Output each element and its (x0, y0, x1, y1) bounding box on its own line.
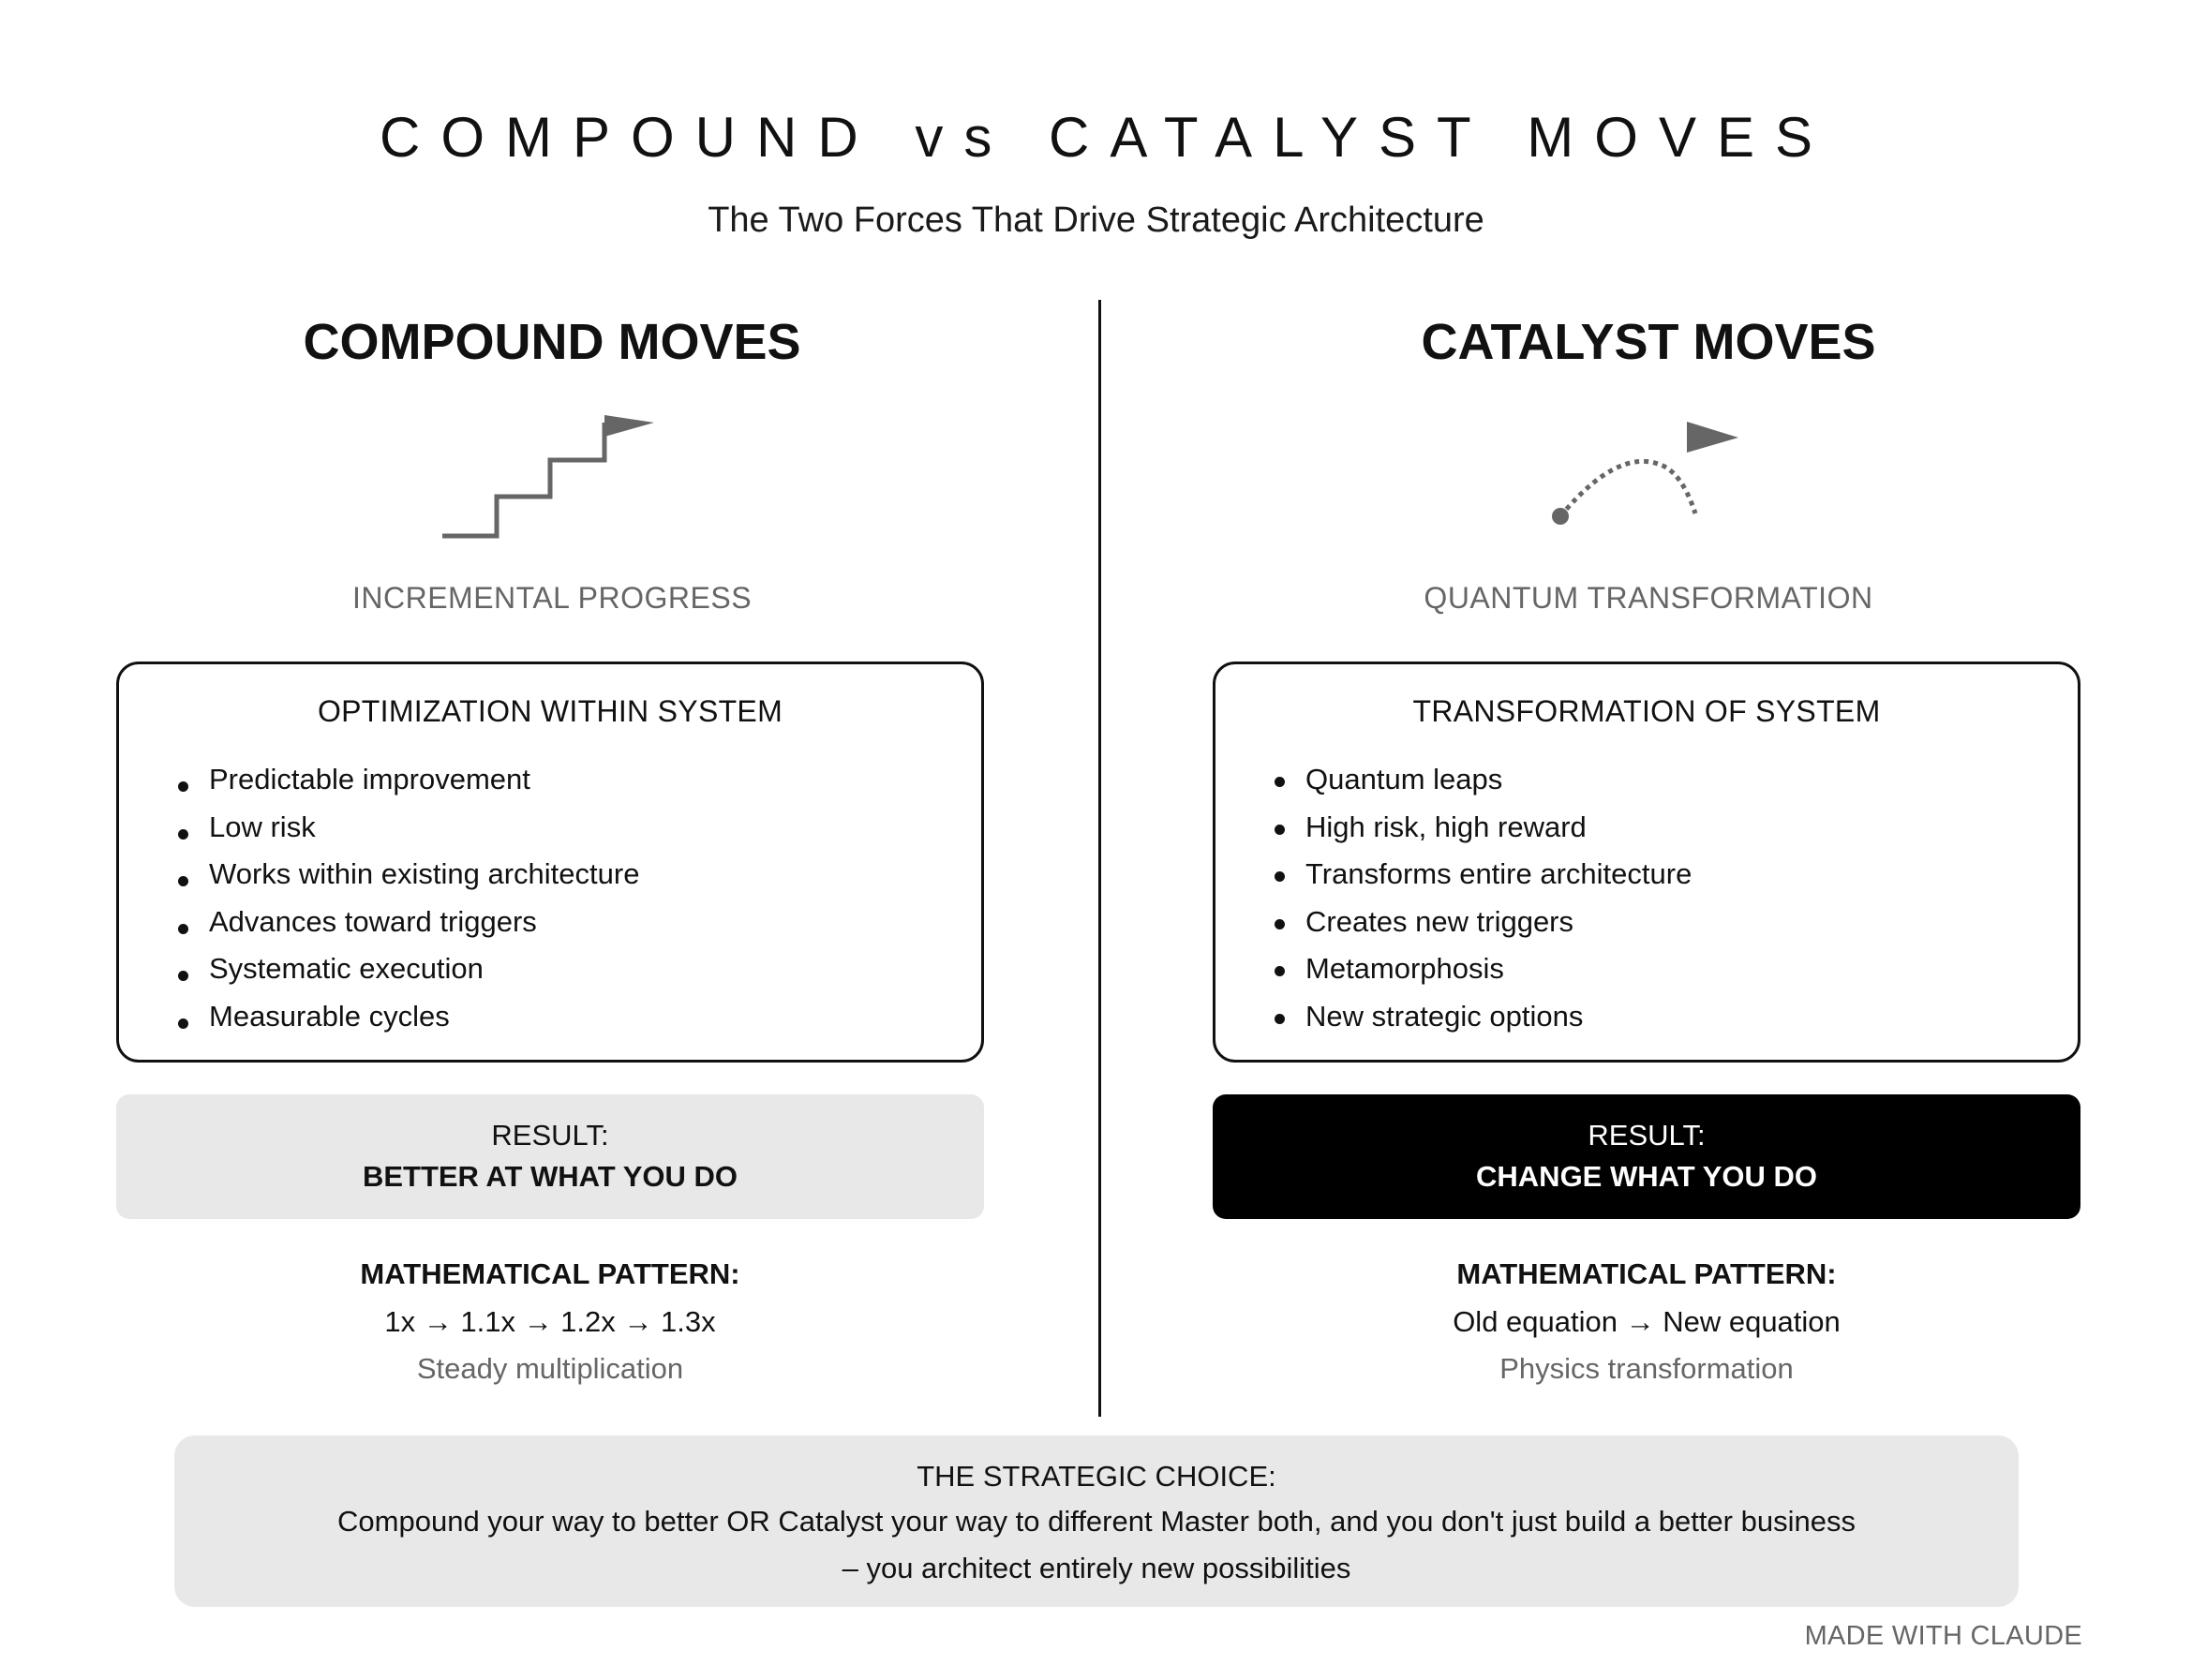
strategic-choice-panel (174, 1435, 2019, 1607)
compound-result-panel (116, 1094, 984, 1219)
list-item: New strategic options (1305, 993, 1692, 1041)
bullet-icon (178, 876, 188, 886)
result-label: RESULT: (491, 1119, 609, 1152)
page-title: COMPOUND vs CATALYST MOVES (379, 106, 1833, 169)
pattern-note: Physics transformation (1499, 1352, 1794, 1385)
catalyst-bullet-list (1305, 756, 1692, 1040)
pattern-label: MATHEMATICAL PATTERN: (1456, 1257, 1837, 1290)
list-item: Measurable cycles (209, 993, 639, 1041)
bullet-icon (1275, 777, 1285, 787)
catalyst-details-box (1213, 662, 2080, 1063)
list-item: Systematic execution (209, 945, 639, 993)
footer-credit: MADE WITH CLAUDE (1804, 1621, 2082, 1651)
catalyst-box-title: TRANSFORMATION OF SYSTEM (1412, 694, 1881, 728)
catalyst-column (1213, 0, 2084, 1424)
result-value: BETTER AT WHAT YOU DO (362, 1160, 738, 1193)
bullet-icon (178, 781, 188, 792)
list-item: Metamorphosis (1305, 945, 1692, 993)
bullet-icon (178, 829, 188, 840)
list-item: Works within existing architecture (209, 851, 639, 899)
list-item: Quantum leaps (1305, 756, 1692, 804)
bullet-icon (1275, 919, 1285, 929)
catalyst-title: CATALYST MOVES (1421, 314, 1876, 370)
choice-text-line: Compound your way to better OR Catalyst your way to different Master both, and you don't just build a better business (337, 1505, 1856, 1538)
list-item: Low risk (209, 804, 639, 852)
list-item: Advances toward triggers (209, 899, 639, 946)
catalyst-result-panel (1213, 1094, 2080, 1219)
bullet-icon (1275, 825, 1285, 835)
arc-leap-flag-icon (1541, 412, 1756, 534)
compound-tagline: INCREMENTAL PROGRESS (351, 581, 753, 615)
pattern-formula: Old equation → New equation (1453, 1305, 1841, 1338)
list-item: High risk, high reward (1305, 804, 1692, 852)
pattern-note: Steady multiplication (416, 1352, 684, 1385)
compound-details-box (116, 662, 984, 1063)
compound-box-title: OPTIMIZATION WITHIN SYSTEM (317, 694, 783, 728)
catalyst-tagline: QUANTUM TRANSFORMATION (1424, 581, 1873, 615)
list-item: Predictable improvement (209, 756, 639, 804)
bullet-icon (1275, 1014, 1285, 1024)
bullet-icon (178, 924, 188, 934)
choice-text-line: – you architect entirely new possibilities (842, 1552, 1351, 1584)
page-subtitle: The Two Forces That Drive Strategic Architecture (708, 201, 1484, 240)
column-divider (1098, 300, 1101, 1417)
compound-title: COMPOUND MOVES (303, 314, 801, 370)
pattern-label: MATHEMATICAL PATTERN: (360, 1257, 740, 1290)
choice-title: THE STRATEGIC CHOICE: (917, 1460, 1276, 1493)
bullet-icon (1275, 966, 1285, 976)
compound-bullet-list (209, 756, 639, 1040)
compound-column (116, 0, 988, 1424)
list-item: Creates new triggers (1305, 899, 1692, 946)
pattern-formula: 1x → 1.1x → 1.2x → 1.3x (384, 1305, 716, 1338)
result-value: CHANGE WHAT YOU DO (1476, 1160, 1817, 1193)
staircase-flag-icon (435, 403, 660, 543)
list-item: Transforms entire architecture (1305, 851, 1692, 899)
bullet-icon (178, 971, 188, 981)
bullet-icon (1275, 871, 1285, 882)
result-label: RESULT: (1588, 1119, 1706, 1152)
bullet-icon (178, 1018, 188, 1029)
